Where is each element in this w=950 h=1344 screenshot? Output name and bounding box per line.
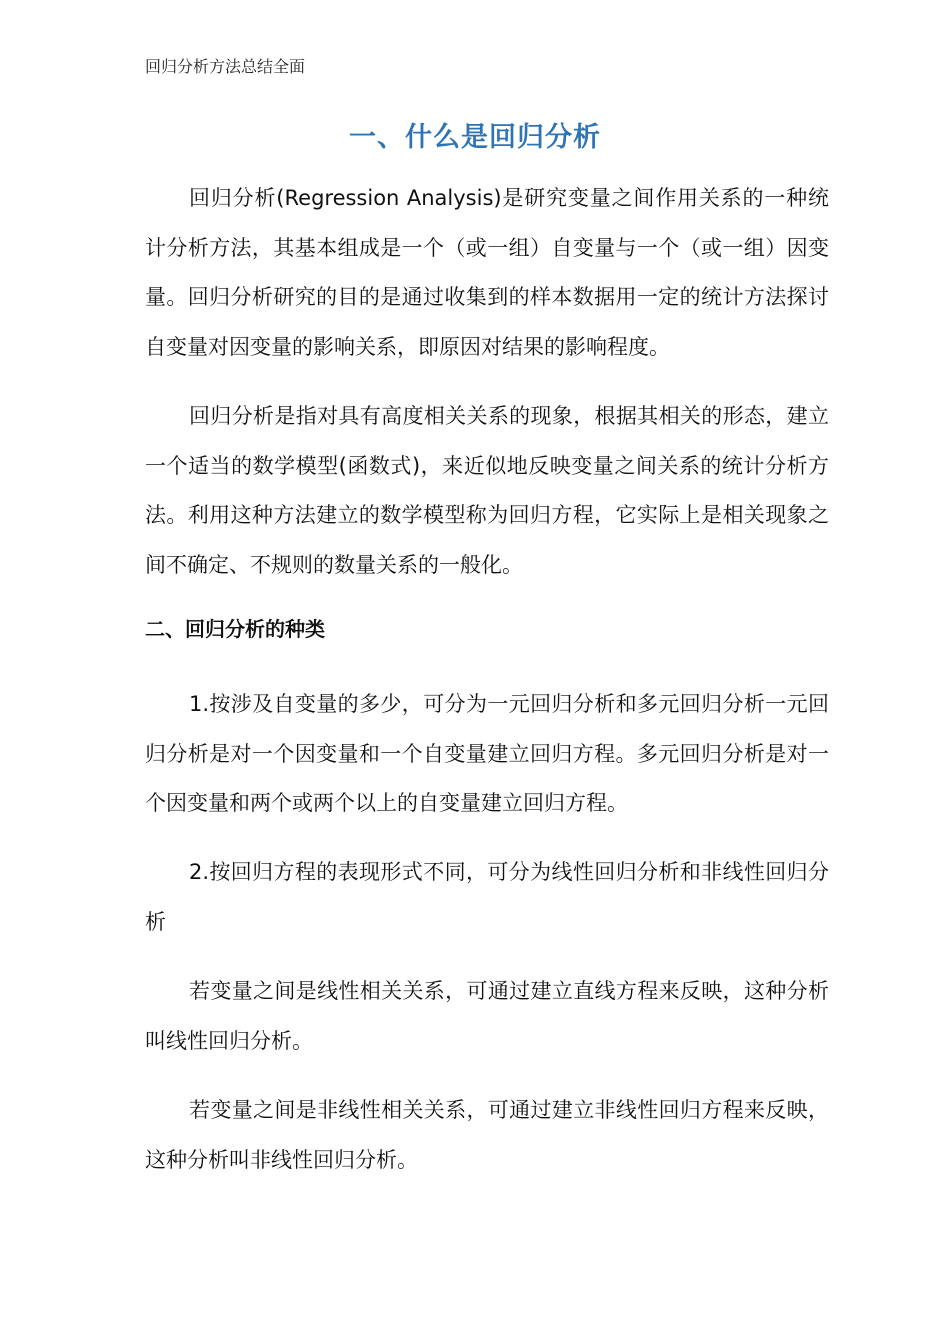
running-header: 回归分析方法总结全面 [145, 57, 306, 76]
paragraph-nonlinear-regression: 若变量之间是非线性相关关系，可通过建立非线性回归方程来反映，这种分析叫非线性回归分析。 [145, 1098, 829, 1172]
paragraph-by-equation-form: 2.按回归方程的表现形式不同，可分为线性回归分析和非线性回归分析 [145, 860, 829, 934]
paragraph-model-description: 回归分析是指对具有高度相关关系的现象，根据其相关的形态，建立一个适当的数学模型(函数式)，来近似地反映变量之间关系的统计分析方法。利用这种方法建立的数学模型称为回归方程，它实际上是相关现象之间不确定、不规则的数量关系的一般化。 [145, 404, 829, 577]
section-1-title: 一、什么是回归分析 [349, 122, 601, 154]
section-2-title: 二、回归分析的种类 [145, 617, 325, 641]
paragraph-definition: 回归分析(Regression Analysis)是研究变量之间作用关系的一种统计分析方法，其基本组成是一个（或一组）自变量与一个（或一组）因变量。回归分析研究的目的是通过收集到的样本数据用一定的统计方法探讨自变量对因变量的影响关系，即原因对结果的影响程度。 [145, 186, 829, 359]
paragraph-linear-regression: 若变量之间是线性相关关系，可通过建立直线方程来反映，这种分析叫线性回归分析。 [145, 979, 829, 1053]
paragraph-by-variable-count: 1.按涉及自变量的多少，可分为一元回归分析和多元回归分析一元回归分析是对一个因变量和一个自变量建立回归方程。多元回归分析是对一个因变量和两个或两个以上的自变量建立回归方程。 [145, 692, 829, 815]
